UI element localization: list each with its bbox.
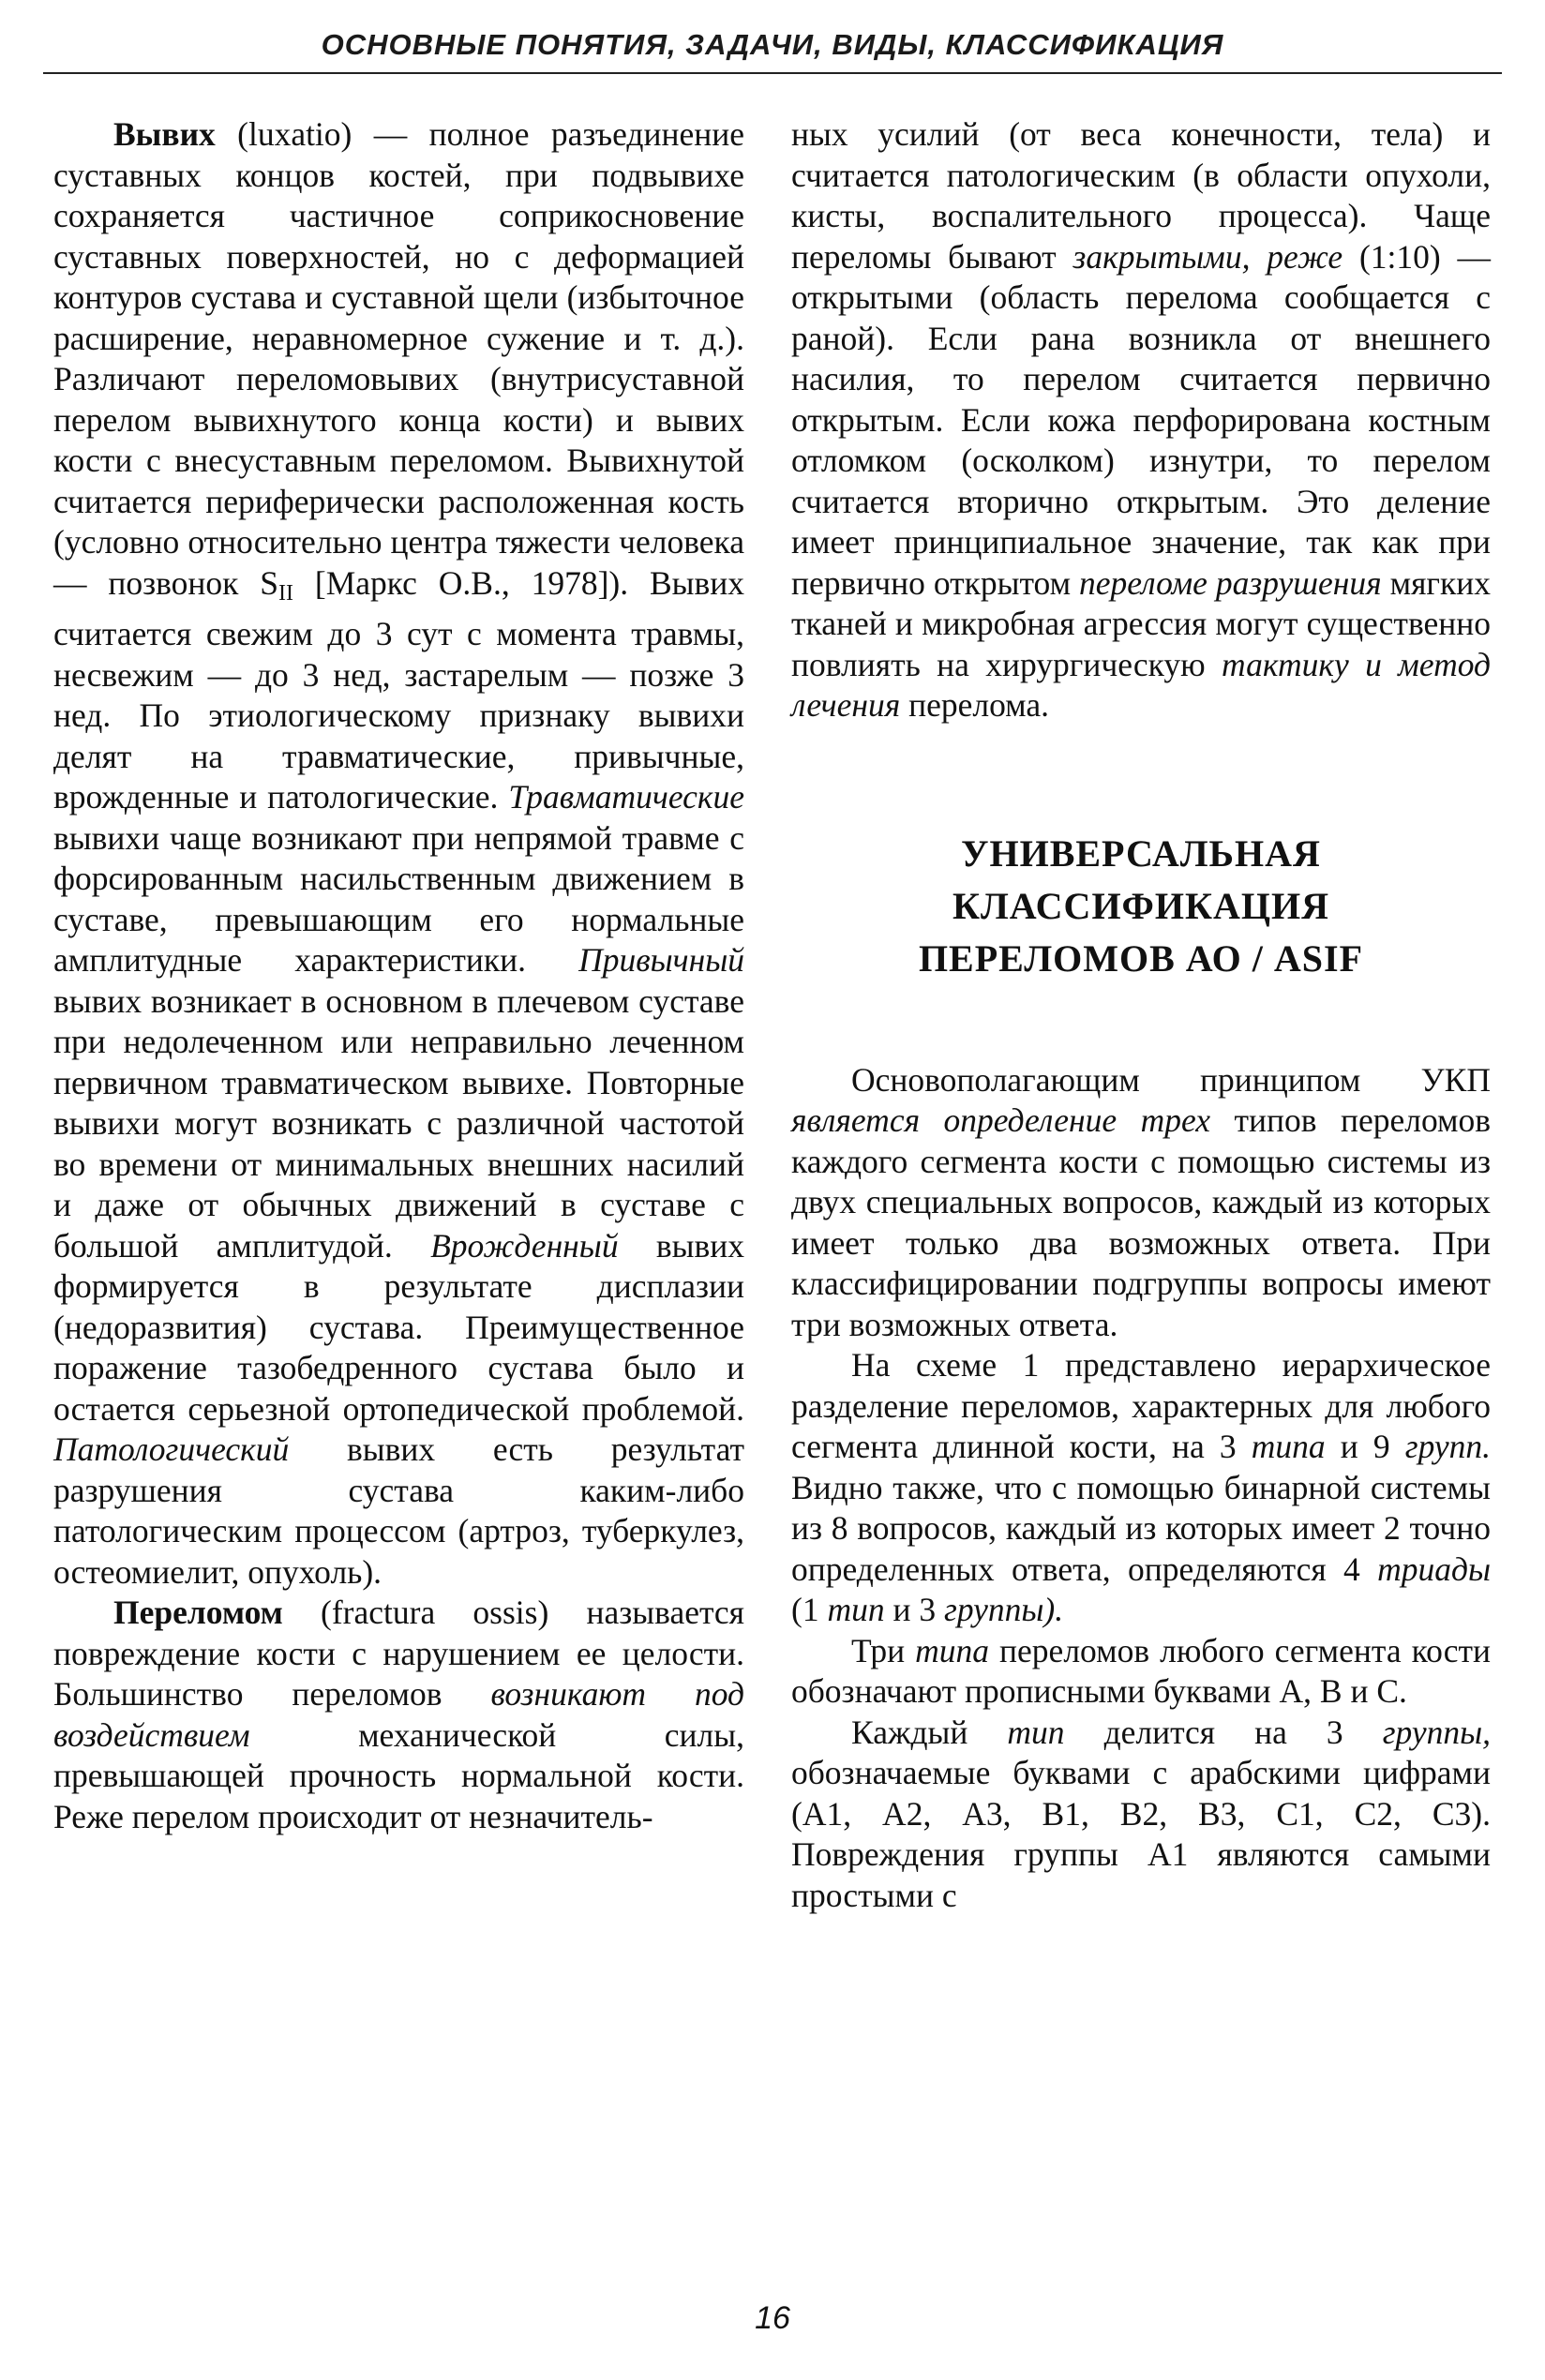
running-head: ОСНОВНЫЕ ПОНЯТИЯ, ЗАДАЧИ, ВИДЫ, КЛАССИФИКАЦИЯ (321, 28, 1224, 61)
right-column (791, 114, 1491, 1916)
text-run: вывихи чаще возникают при непрямой травме с форсированным насильственным движением в суставе, превышающим его нормальные амплитудные характеристики. (53, 818, 744, 979)
text-run: На схеме 1 представлено иерархическое разделение переломов, характерных для любого сегмента длинной кости, на 3 (791, 1346, 1491, 1465)
section-title (791, 828, 1491, 985)
term-fracture: Переломом (113, 1594, 283, 1631)
text-run: (1:10) — открытыми (область перелома сообщается с раной). Если рана возникла от внешнего насилия, то перелом считается первично открытым. Если кожа перфорирована костным отломком (осколком) изнутри, то перелом считается вторично открытым. Это деление имеет принципиальное значение, так как при первично открытом (791, 237, 1492, 602)
text-run: мягких тканей и микробная агрессия могут существенно повлиять на хирургическую (791, 563, 1491, 683)
left-column (53, 114, 744, 1837)
italic-term: Врожденный (430, 1226, 619, 1265)
text-run: (1 (791, 1591, 828, 1628)
text-run: и 9 (1325, 1428, 1405, 1465)
italic-term: типа (1251, 1428, 1326, 1465)
italic-term: Патологический (53, 1430, 290, 1468)
text-run: вывих формируется в результате дисплазии (недоразвития) сустава. Преимущественное поражение тазобедренного сустава было и остается серьезной ортопедической проблемой. (53, 1226, 745, 1428)
text-run: вывих возникает в основном в плечевом суставе при недолеченном или неправильно леченном первичном травматическом вывихе. Повторные вывихи могут возникать с различной частотой во времени от минимальных внешних насилий и даже от обычных движений в суставе с большой амплитудой. (53, 981, 744, 1265)
text-run: (fractura ossis) называется повреждение кости с нарушением ее целости. Большинство переломов (53, 1594, 744, 1713)
text-run: механической силы, превышающей прочность нормальной кости. Реже перелом происходит от незначитель- (53, 1715, 744, 1835)
paragraph-fracture (53, 1593, 744, 1837)
italic-term: триады (1377, 1549, 1491, 1588)
italic-term: тип (1007, 1713, 1065, 1751)
paragraph-dislocation (53, 114, 744, 1593)
italic-term: возникают под воздействием (53, 1675, 744, 1754)
paragraph-groups (791, 1713, 1491, 1917)
text-run: Видно также, что с помощью бинарной системы из 8 вопросов, каждый из которых имеет 2 точно определенных ответа, определяются 4 (791, 1468, 1491, 1588)
italic-term: переломе разрушения (1079, 563, 1382, 602)
text-run: ных усилий (от веса конечности, тела) и считается патологическим (в области опухоли, кисты, воспалительного процесса). Чаще переломы бывают (791, 115, 1491, 276)
section-title-line: УНИВЕРСАЛЬНАЯ (961, 831, 1321, 875)
term-dislocation: Вывих (113, 115, 216, 153)
italic-term: типа (915, 1631, 990, 1669)
text-run: вывих есть результат разрушения сустава каким-либо патологическим процессом (артроз, туберкулез, остеомиелит, опухоль). (53, 1430, 744, 1591)
page-number: 16 (755, 2300, 790, 2336)
text-run: переломов любого сегмента кости обозначают прописными буквами А, В и С. (791, 1631, 1491, 1710)
subscript: II (278, 580, 294, 606)
italic-term: Травматические (508, 778, 744, 816)
text-run: Каждый (851, 1713, 1008, 1751)
italic-term: Привычный (578, 941, 744, 979)
paragraph-types (791, 1631, 1491, 1713)
text-run: Основополагающим принципом УКП (851, 1060, 1491, 1099)
italic-term: группы). (943, 1591, 1064, 1628)
text-run: перелома. (900, 686, 1049, 724)
paragraph-principle (791, 1060, 1491, 1346)
italic-term: тип (827, 1591, 885, 1628)
italic-term: тактику и метод (1222, 645, 1492, 683)
section-title-line: ПЕРЕЛОМОВ АО / ASIF (918, 936, 1364, 980)
paragraph-scheme (791, 1345, 1491, 1631)
header-rule (43, 72, 1502, 74)
text-run: делится на 3 (1064, 1713, 1383, 1751)
text-run: [Маркс О.В., 1978]). Вывих считается свежим до 3 сут с момента травмы, несвежим — до 3 нед, застарелым — позже 3 нед. По этиологическому признаку вывихи делят на травматические, привычные, врожденные и патологические. (53, 563, 745, 816)
text-run: Три (851, 1631, 916, 1669)
italic-term: групп. (1404, 1428, 1491, 1465)
text-run: (luxatio) — полное разъединение суставных концов костей, при подвывихе сохраняется частичное соприкосновение суставных поверхностей, но с деформацией контуров сустава и суставной щели (избыточное расширение, неравномерное сужение и т. д.). Различают переломовывих (внутрисуставной перелом вывихнутого конца кости) и вывих кости с внесуставным переломом. Вывихнутой считается периферически расположенная кость (условно относительно центра тяжести человека — позвонок S (53, 115, 744, 602)
italic-term: группы, (1382, 1713, 1491, 1751)
text-run: и 3 (884, 1591, 944, 1628)
text-run: типов переломов каждого сегмента кости с помощью системы из двух специальных вопросов, каждый из которых имеет только два возможных ответа. При классифицировании подгруппы вопросы имеют три возможных ответа. (791, 1101, 1491, 1343)
text-run: обозначаемые буквами с арабскими цифрами (A1, А2, A3, B1, В2, B3, C1, С2, C3). Повреждения группы A1 являются самыми простыми с (791, 1754, 1491, 1914)
italic-term: лечения (791, 686, 901, 724)
italic-term: является определение трех (791, 1101, 1211, 1139)
italic-term: закрытыми, реже (1072, 237, 1343, 276)
section-title-line: КЛАССИФИКАЦИЯ (952, 884, 1330, 927)
paragraph-fracture-continued (791, 114, 1491, 726)
